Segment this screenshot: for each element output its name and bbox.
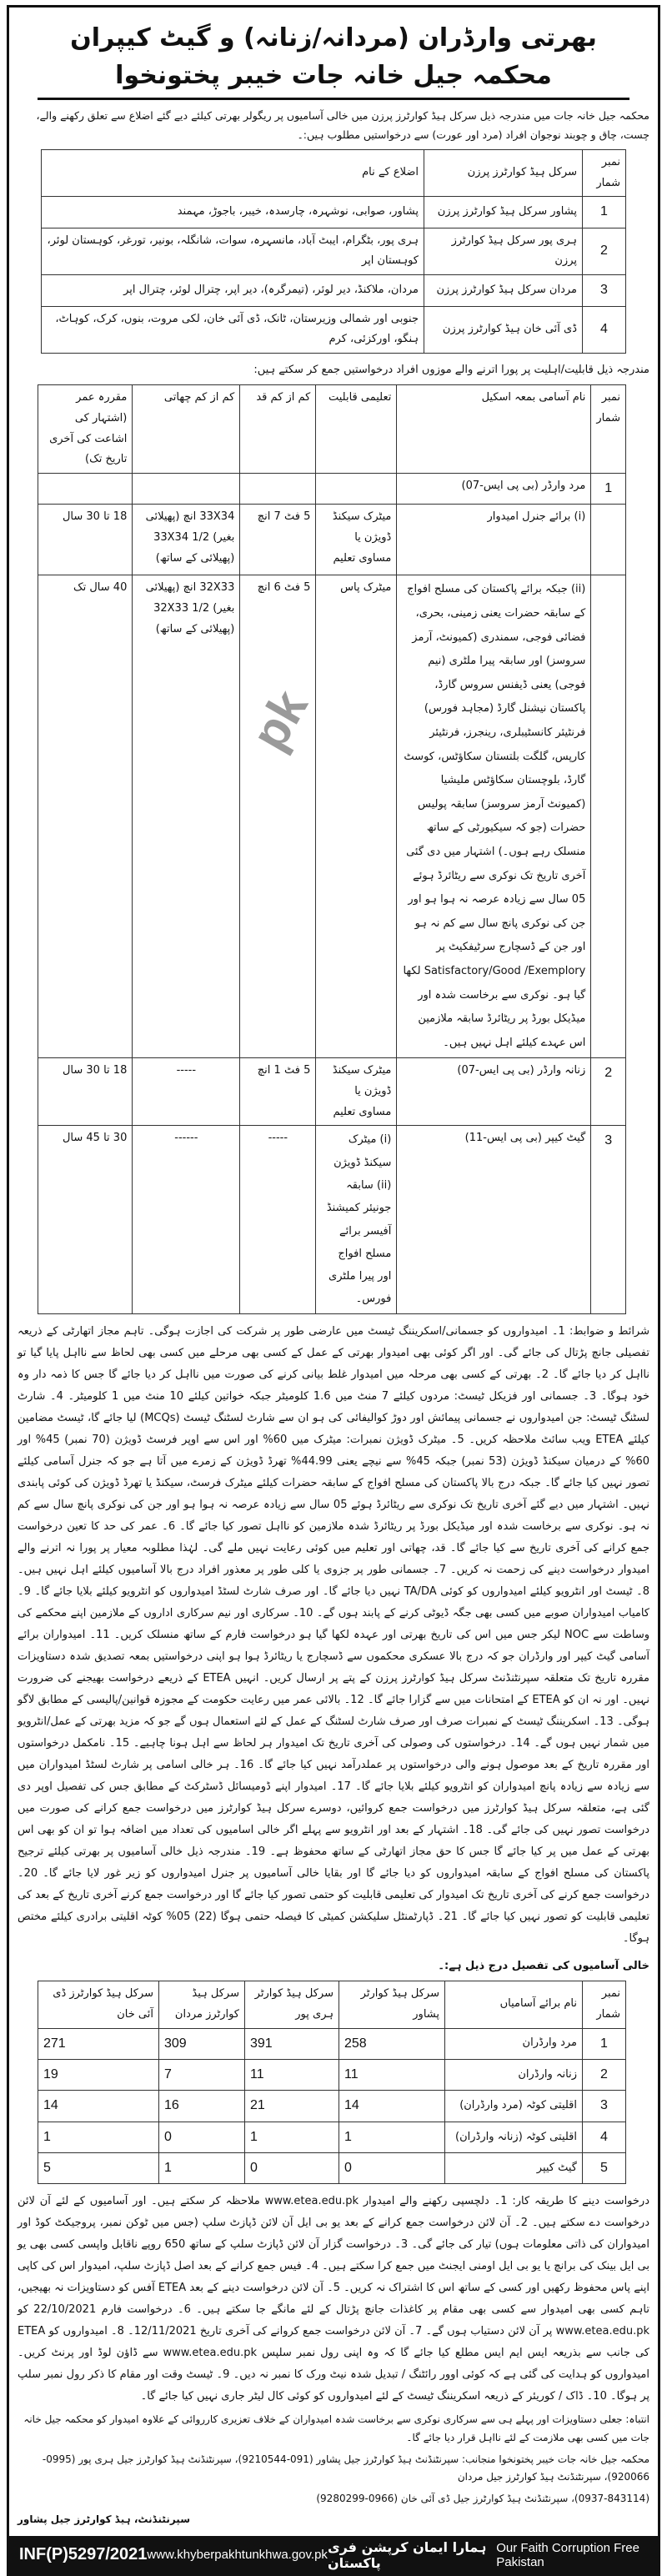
cell-post: گیٹ کیپر — [445, 2153, 583, 2184]
cell-post: (ii) جبکہ برائے پاکستان کی مسلح افواج کے سابقہ حضرات یعنی زمینی، بحری، فضائی فوجی، سمندری (کمیونٹ، آرمز سروسز) اور سابقہ پیرا ملٹری (نیم فوجی) یعنی ڈیفنس سروس گارڈ، پاکستان نیشنل گارڈ (مجاہد فورس) فرنٹیئر کانسٹیبلری، رینجرز، فرنٹیئر کارپس، گلگت بلتستان سکاؤٹس، کوسٹ گارڈ، بلوچستان سکاؤٹس ملیشیا (کمیونٹ آرمز سروسز) سابقہ پولیس حضرات (جو کہ سیکیورٹی کے ساتھ منسلک رہے ہوں۔) اشتہار میں دی گئی آخری تاریخ تک نوکری سے ریٹائرڈ ہوئے 05 سال سے زیادہ عرصہ نہ ہوا ہو اور جن کی نوکری پانچ سال سے کم نہ ہو اور جن کے ڈسچارج سرٹیفکیٹ پر Satisfactory/Good /Exemplory لکھا گیا ہو۔ نوکری سے برخاست شدہ اور میڈیکل بورڈ پر ریٹائرڈ سابقہ ملازمین اس عہدے کیلئے اہل نہیں ہیں۔ — [397, 575, 591, 1058]
slogan-english: Our Faith Corruption Free Pakistan — [496, 2540, 639, 2569]
cell-post: اقلیتی کوٹہ (زنانہ وارڈران) — [445, 2122, 583, 2152]
cell-age: 40 سال تک — [38, 575, 133, 1058]
cell-age: 30 تا 45 سال — [38, 1126, 133, 1313]
table-header-row — [42, 150, 626, 197]
cell-education: میٹرک سیکنڈ ڈویژن یا مساوی تعلیم — [316, 1058, 397, 1126]
cell-height: 5 فٹ 6 انچ — [257, 581, 311, 595]
cell-districts: مردان، ملاکنڈ، دیر لوئر، (تیمرگرہ)، دیر اپر، چترال لوئر، چترال اپر — [42, 275, 424, 306]
cell-peshawar: 11 — [339, 2059, 445, 2090]
table-header-row — [38, 385, 626, 474]
cell-circle: پشاور سرکل ہیڈ کوارٹرز پرزن — [424, 197, 583, 228]
header-circle: سرکل ہیڈ کوارٹرز پرزن — [424, 150, 583, 197]
cell-peshawar: 0 — [339, 2153, 445, 2184]
table-row — [38, 1058, 626, 1126]
table-row — [38, 505, 626, 575]
cell-post: مرد وارڈران — [445, 2028, 583, 2059]
contacts-line-1: محکمہ جیل خانہ جات خیبر پختونخوا منجانب: سپرنٹنڈنٹ ہیڈ کوارٹرز جیل پشاور (091-9210544)، سپرنٹنڈنٹ ہیڈ کوارٹرز جیل ہری پور (0995-920066)، سپرنٹنڈنٹ ہیڈ کوارٹرز جیل مردان — [42, 2453, 649, 2483]
cell-post: مرد وارڈر (بی پی ایس-07) — [397, 474, 591, 505]
header-peshawar: سرکل ہیڈ کوارٹر پشاور — [339, 1981, 445, 2028]
header-education: تعلیمی قابلیت — [316, 385, 397, 474]
table-row — [42, 197, 626, 228]
cell-mardan: 16 — [159, 2091, 245, 2122]
cell-dikhan: 1 — [38, 2122, 159, 2152]
cell-dikhan: 19 — [38, 2059, 159, 2090]
ad-reference-code: INF(P)5297/2021 — [19, 2545, 148, 2564]
terms-and-conditions: شرائط و ضوابط: 1۔ امیدواروں کو جسمانی/اسکریننگ ٹیسٹ میں عارضی طور پر شرکت کی اجازت ہوگی۔ تاہم مجاز اتھارٹی کے ذریعہ تفصیلی جانچ پڑتال کی جائے گی۔ اور اگر کوئی بھی امیدوار بھرتی کے عمل کے کسی بھی مرحلے میں کسی بھی لحاظ سے نااہل پایا گیا تو نااہل کر دیا جائے گا۔ 2۔ بھرتی کے کسی بھی مرحلہ میں امیدوار غلط بیانی کرنے کی صورت میں نااہل کر دیا جائے گا جس کا ذمہ دار وہ خود ہوگا۔ 3۔ جسمانی اور فزیکل ٹیسٹ: مردوں کیلئے 7 منٹ میں 1.6 کلومیٹر جبکہ خواتین کیلئے 10 منٹ میں 1 کلومیٹر۔ 4۔ شارٹ لسٹنگ ٹیسٹ: جن امیدواروں نے جسمانی پیمائش اور دوڑ کوالیفائی کی ہو ان سے شارٹ لسٹنگ ٹیسٹ (MCQs) لیا جائے گا، ٹیسٹ مضامین کیلئے ETEA ویب سائٹ ملاحظہ کریں۔ 5۔ میٹرک ڈویژن نمبرات: میٹرک میں 60% اور اس سے اوپر فرسٹ ڈویژن (70 نمبر) 45% اور 60% کے درمیان سیکنڈ ڈویژن (53 نمبر) جبکہ 45% سے نیچے یعنی 44.99% تھرڈ ڈویژن کے زمرے میں آتا ہے جو کہ جنرل آسامی کیلئے تصور نہیں کیا جائے گا۔ جبکہ درج بالا پاکستان کی مسلح افواج کے سابقہ حضرات کیلئے میٹرک فرسٹ، سیکنڈ یا تھرڈ ڈویژن کی کوئی پابندی نہیں۔ اشتہار میں دیے گئے آخری تاریخ تک نوکری سے ریٹائرڈ ہوئے 05 سال سے زیادہ عرصہ نہ ہوا ہو اور جن کی نوکری پانچ سال سے کم نہ ہو۔ نوکری سے برخاست شدہ اور میڈیکل بورڈ پر ریٹائرڈ شدہ ملازمین کو نااہل تصور کیا جائے گا۔ 6۔ عمر کی حد کا تعین درخواست جمع کرانے کی آخری تاریخ سے کیا جائے گا۔ قد، چھاتی اور تعلیم میں کوئی رعایت نہیں ملے گی۔ لہٰذا مطلوبہ معیار پر پورا نہ اترنے والے امیدوار درخواست دینے کی زحمت نہ کریں۔ 7۔ جسمانی طور پر جزوی یا کلی طور پر معذور افراد درج بالا آسامیوں کیلئے اہل نہیں ہیں۔ 8۔ ٹیسٹ اور انٹرویو کیلئے امیدواروں کو کوئی TA/DA نہیں دیا جائے گا۔ اور صرف شارٹ لسٹڈ امیدواروں کو انٹرویو کیلئے بلایا جائے گا۔ 9۔ کامیاب امیدواران صوبے میں کسی بھی جگہ ڈیوٹی کرنے کے پابند ہوں گے۔ 10۔ سرکاری اور نیم سرکاری اداروں کے ملازمین اپنے محکمے کی وساطت سے NOC لیکر جس میں اس کی تاریخ بھرتی اور عہدہ لکھا گیا ہو درخواست فارم کے ساتھ منسلک کریں۔ 11۔ امیدواران برائے آسامی گیٹ کیپر اور وارڈران جو کہ درج بالا عسکری محکموں سے ڈسچارج یا ریٹائرڈ ہوا ہو اپنی درخواستیں بمعہ تصدیق شدہ دستاویزات مقررہ تاریخ تک متعلقہ سپرنٹنڈنٹ سرکل ہیڈ کوارٹرز پرزن کے پتے پر ارسال کریں۔ انہیں ETEA کے ذریعے درخواست بھیجنے کی ضرورت نہیں۔ اور نہ ان کو ETEA کے امتحانات میں سے گزارا جائے گا۔ 12۔ بالائی عمر میں رعایت حکومت کے مجوزہ قوانین/پالیسی کے مطابق لاگو ہوگی۔ 13۔ اسکریننگ ٹیسٹ کے نمبرات صرف اور صرف شارٹ لسٹنگ کے عمل کے لئے استعمال ہوں گے جو کہ مزید بھرتی کے عمل/انٹرویو میں شمار نہیں ہوں گے۔ 14۔ درخواستوں کی وصولی کی آخری تاریخ تک امیدوار ہر لحاظ سے اہل ہونا چاہیے۔ 15۔ نامکمل درخواستوں اور مقررہ تاریخ کے بعد موصول ہونے والی درخواستوں پر عملدرآمد نہیں کیا جائے گا۔ 16۔ ہر خالی اسامی پر شارٹ لسٹڈ امیدواران میں سے زیادہ سے زیادہ پانچ امیدواران کو انٹرویو کیلئے بلایا جائے گا۔ 17۔ امیدوار اپنے ڈومیسائل ڈسٹرکٹ کے مطابق جس کی تفصیل اوپر دی گئی ہے، متعلقہ سرکل ہیڈ کوارٹرز میں درخواست جمع کروائیں، دوسرے سرکل ہیڈ کوارٹرز میں درخواست جمع کرانے کی صورت میں درخواست تصور نہیں کی جائے گی۔ 18۔ اشتہار کے بعد اور انٹرویو سے پہلے اگر خالی اسامیوں کی تعداد میں اضافہ ہوا تو ان کو بھی اس بھرتی کے عمل میں پر کیا جائے گا جس کا حق مجاز اتھارٹی کے ساتھ محفوظ ہے۔ 19۔ مندرجہ ذیل خالی آسامیوں پر بھرتی کیلئے ترجیح پاکستان کی مسلح افواج کے سابقہ امیدواروں کو دیا جائے گا اور بقایا خالی آسامیوں پر جنرل امیدواروں کو زیر غور لایا جائے گا۔ 20۔ درخواست جمع کرنے کی آخری تاریخ تک امیدوار کی تعلیمی قابلیت کو حتمی تصور کیا جائے گا اور درخواست جمع کرنے آخری تاریخ کے بعد کی تعلیمی قابلیت کو تصور نہیں کیا جائے گا۔ 21۔ ڈپارٹمنٹل سلیکشن کمیٹی کا فیصلہ حتمی ہوگا (22) 05% کوٹہ اقلیتی برادری کیلئے مختص ہوگا۔ — [18, 1324, 650, 1945]
cell-height: 5 فٹ 7 انچ — [240, 505, 316, 575]
cell-serial: 2 — [583, 2059, 626, 2090]
cell-mardan: 1 — [159, 2153, 245, 2184]
header-post: نام آسامی بمعہ اسکیل — [397, 385, 591, 474]
header-mardan: سرکل ہیڈ کوارٹرز مردان — [159, 1981, 245, 2028]
cell-post: زنانہ وارڈران — [445, 2059, 583, 2090]
intro-text: محکمہ جیل خانہ جات میں مندرجہ ذیل سرکل ہیڈ کوارٹرز پرزن میں خالی آسامیوں پر ریگولر بھرتی کیلئے دیے گئے اضلاع سے تعلق رکھنے والے، چست، چاق و چوبند نوجوان افراد (مرد اور عورت) سے درخواستیں مطلوب ہیں:۔ — [36, 109, 649, 141]
signature: سپرنٹنڈنٹ، ہیڈ کوارٹرز جیل پشاور — [18, 2513, 190, 2526]
header-haripur: سرکل ہیڈ کوارٹر ہری پور — [245, 1981, 339, 2028]
cell-chest: ------ — [133, 1126, 240, 1313]
cell-haripur: 11 — [245, 2059, 339, 2090]
header-chest: کم از کم چھاتی — [133, 385, 240, 474]
cell-peshawar: 258 — [339, 2028, 445, 2059]
cell-serial: 2 — [591, 1058, 626, 1126]
cell-haripur: 391 — [245, 2028, 339, 2059]
cell-age — [38, 474, 133, 505]
watermark: pk — [240, 680, 318, 760]
cell-education: (i) میٹرک سیکنڈ ڈویژن (ii) سابقہ جونیئر کمیشنڈ آفیسر برائے مسلح افواج اور پیرا ملٹری فورس۔ — [316, 1126, 397, 1313]
table-row — [38, 2122, 626, 2152]
cell-education: میٹرک سیکنڈ ڈویژن یا مساوی تعلیم — [316, 505, 397, 575]
header-serial: نمبر شمار — [583, 1981, 626, 2028]
cell-serial — [591, 505, 626, 575]
table-row — [42, 306, 626, 353]
cell-districts: جنوبی اور شمالی وزیرستان، ٹانک، ڈی آئی خان، لکی مروت، بنوں، کرک، کوہاٹ، ہنگو، اورکزئی، کرم — [42, 306, 424, 353]
cell-chest: 33X34 انچ (پھیلائی بغیر) 33X34 1/2 (پھیلائی کے ساتھ) — [133, 505, 240, 575]
cell-post: (i) برائے جنرل امیدوار — [397, 505, 591, 575]
table-row — [42, 228, 626, 274]
cell-dikhan: 14 — [38, 2091, 159, 2122]
table-row — [42, 275, 626, 306]
cell-post: زنانہ وارڈر (بی پی ایس-07) — [397, 1058, 591, 1126]
advertisement-border — [7, 5, 660, 2576]
application-method: درخواست دینے کا طریقہ کار: 1۔ دلچسپی رکھنے والے امیدوار www.etea.edu.pk ملاحظہ کر سکتے ہیں۔ اور آسامیوں کے لئے آن لائن درخواست دے سکتے ہیں۔ 2۔ آن لائن درخواست جمع کرانے کے بعد یو بی ایل آن لائن ڈپازٹ سلپ (جس میں ٹوکن نمبر، پروجیکٹ کوڈ اور امیدواران کی ذاتی معلومات ہوں) تیار کی جائے گی۔ 3۔ درخواست گزار آن لائن ڈپازٹ سلپ کے ساتھ 650 روپے ناقابل واپسی کسی بھی یو بی ایل بینک کی برانچ یا یو بی ایل اومنی ایجنٹ میں جمع کرا سکتے ہیں۔ 4۔ فیس جمع کرانے کے بعد اصل ڈپازٹ سلپ، امیدوار اس کی کاپی اپنے پاس محفوظ رکھیں اور کسی کے ساتھ اس کا اشتراک نہ کریں۔ 5۔ آن لائن درخواست دینے کے بعد ETEA آفس کو دستاویزات نہ بھیجیں، تاہم کسی بھی امیدوار سے کسی بھی مقام پر کاغذات جانچ پڑتال کے لئے مانگے جا سکتے ہیں۔ 6۔ درخواست فارم 22/10/2021 کو www.etea.edu.pk پر آن لائن دستیاب ہوں گے۔ 7۔ آن لائن درخواست جمع کروانے کی آخری تاریخ 12/11/2021۔ 8۔ امیدواروں کو ETEA کی جانب سے بذریعہ ایس ایم ایس مطلع کیا جائے گا کہ وہ اپنی رول نمبر سلپس www.etea.edu.pk سے ڈاؤن لوڈ اور پرنٹ کریں۔ امیدواروں کو ہدایت کی گئی ہے کہ کوئی اوور رائٹنگ / تبدیل شدہ نیٹ ورک کا نمبر نہ دیں۔ 9۔ ٹیسٹ وقت اور مقام کا ذکر رول نمبر سلپ پر ہوگا۔ 10۔ ڈاک / کوریئر کے ذریعہ اسکریننگ ٹیسٹ کے لئے امیدواروں کو کوئی کال لیٹر جاری نہیں کیا جائے گا۔ — [18, 2195, 650, 2403]
cell-height — [240, 474, 316, 505]
cell-serial: 3 — [583, 2091, 626, 2122]
cell-education: میٹرک پاس — [316, 575, 397, 1058]
header-dikhan: سرکل ہیڈ کوارٹرز ڈی آئی خان — [38, 1981, 159, 2028]
cell-serial: 5 — [583, 2153, 626, 2184]
header-post: نام برائے آسامیاں — [445, 1981, 583, 2028]
cell-circle: ہری پور سرکل ہیڈ کوارٹرز پرزن — [424, 228, 583, 274]
cell-chest: ----- — [133, 1058, 240, 1126]
cell-dikhan: 271 — [38, 2028, 159, 2059]
cell-age: 18 تا 30 سال — [38, 1058, 133, 1126]
cell-serial — [591, 575, 626, 1058]
cell-height: ----- — [240, 1126, 316, 1313]
cell-chest — [133, 474, 240, 505]
cell-education — [316, 474, 397, 505]
posts-table — [38, 384, 626, 1313]
cell-post: گیٹ کیپر (بی پی ایس-11) — [397, 1126, 591, 1313]
vacancy-table — [38, 1981, 626, 2184]
table-row — [38, 2028, 626, 2059]
cell-chest: 32X33 انچ (پھیلائی بغیر) 32X33 1/2 (پھیلائی کے ساتھ) — [133, 575, 240, 1058]
cell-height: 5 فٹ 1 انچ — [240, 1058, 316, 1126]
footer-band — [9, 2536, 658, 2573]
cell-peshawar: 14 — [339, 2091, 445, 2122]
cell-haripur: 1 — [245, 2122, 339, 2152]
header-serial: نمبر شمار — [591, 385, 626, 474]
header-districts: اضلاع کے نام — [42, 150, 424, 197]
cell-serial: 4 — [583, 2122, 626, 2152]
cell-haripur: 0 — [245, 2153, 339, 2184]
cell-serial: 1 — [583, 2028, 626, 2059]
table-row — [38, 2091, 626, 2122]
cell-serial: 3 — [591, 1126, 626, 1313]
table-row — [38, 474, 626, 505]
slogan-urdu: ہمارا ایمان کرپشن فری پاکستان — [327, 2538, 487, 2571]
cell-circle: مردان سرکل ہیڈ کوارٹرز پرزن — [424, 275, 583, 306]
header-age: مقررہ عمر (اشتہار کی اشاعت کی آخری تاریخ تک) — [38, 385, 133, 474]
cell-serial: 2 — [583, 228, 626, 274]
cell-dikhan: 5 — [38, 2153, 159, 2184]
header-serial: نمبر شمار — [583, 150, 626, 197]
cell-haripur: 21 — [245, 2091, 339, 2122]
cell-districts: پشاور، صوابی، نوشہرہ، چارسدہ، خیبر، باجوڑ، مہمند — [42, 197, 424, 228]
cell-serial: 1 — [583, 197, 626, 228]
table-row — [38, 1126, 626, 1313]
district-table — [41, 149, 626, 354]
eligibility-lead: مندرجہ ذیل قابلیت/اہلیت پر پورا اترنے والے موزوں افراد درخواستیں جمع کر سکتے ہیں: — [253, 363, 649, 376]
cell-mardan: 309 — [159, 2028, 245, 2059]
header-height: کم از کم قد — [240, 385, 316, 474]
ad-title: بھرتی وارڈران (مردانہ/زنانہ) و گیٹ کیپران محکمہ جیل خانہ جات خیبر پختونخوا — [38, 19, 629, 100]
cell-mardan: 7 — [159, 2059, 245, 2090]
cell-serial: 4 — [583, 306, 626, 353]
table-row — [38, 575, 626, 1058]
cell-age: 18 تا 30 سال — [38, 505, 133, 575]
table-header-row — [38, 1981, 626, 2028]
cell-serial: 1 — [591, 474, 626, 505]
contacts-line-2: (0937-843114)، سپرنٹنڈنٹ ہیڈ کوارٹرز جیل ڈی آئی خان (0966-9280299) — [316, 2492, 649, 2504]
cell-height-wrap — [240, 575, 316, 1058]
cell-serial: 3 — [583, 275, 626, 306]
table-row — [38, 2059, 626, 2090]
vacancy-lead: خالی آسامیوں کی تفصیل درج ذیل ہے:۔ — [438, 1959, 649, 1972]
cell-districts: ہری پور، بٹگرام، ایبٹ آباد، مانسہرہ، سوات، شانگلہ، بونیر، تورغر، کوہستان لوئر، کوہستان اپر — [42, 228, 424, 274]
cell-circle: ڈی آئی خان ہیڈ کوارٹرز پرزن — [424, 306, 583, 353]
table-row — [38, 2153, 626, 2184]
warning-text: انتباہ: جعلی دستاویزات اور پہلے ہی سے سرکاری نوکری سے برخاست شدہ امیدواران کے خلاف تعزیری کارروائی کے علاوہ امیدوار کو محکمہ جیل خانہ جات میں کسی بھی ملازمت کے لئے نااہل قرار دیا جائے گا۔ — [23, 2413, 649, 2444]
cell-mardan: 0 — [159, 2122, 245, 2152]
cell-post: اقلیتی کوٹہ (مرد وارڈران) — [445, 2091, 583, 2122]
cell-peshawar: 1 — [339, 2122, 445, 2152]
website-link[interactable]: www.khyberpakhtunkhwa.gov.pk — [147, 2548, 328, 2563]
